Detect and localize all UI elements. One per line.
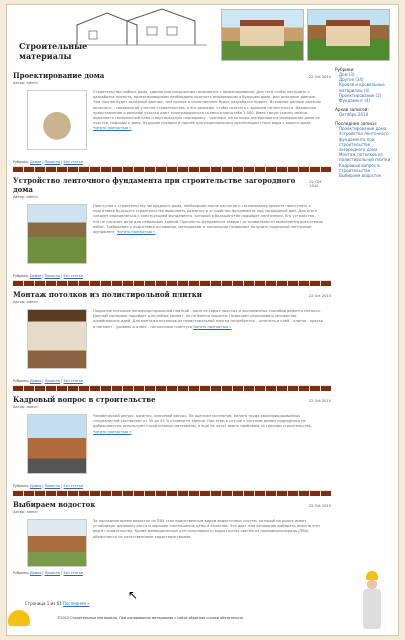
archive-heading: Архив записей: [335, 107, 369, 113]
post-thumbnail[interactable] [27, 204, 87, 264]
rubric-item[interactable]: Проектирование (2) [339, 92, 382, 98]
post-thumbnail[interactable] [27, 519, 87, 567]
pager-last-link[interactable]: Последняя » [62, 601, 90, 606]
brick-divider [13, 280, 331, 286]
post-excerpt [93, 204, 323, 235]
rubric-item[interactable]: Фундамент (4) [339, 98, 371, 104]
category-link[interactable]: Проекты [44, 484, 61, 488]
post-excerpt [93, 414, 323, 435]
post-date: 22 Oct 2010 [309, 180, 322, 188]
category-link[interactable]: Проекты [44, 160, 61, 164]
excerpt-text: Приступая к строительству загородного дома, необходимо после расчетов и согласования проекта приступить к подготовке будущего строительства выполнить разметку и устройство фундамента под загородный дом. Для этого следует определиться с конструкцией фундамента, который в большинстве подойдет ленточного. Его устройство - это не сложное дело для небольших зданий. Прочность фундамента зависит от правильности выполнения всех этапов работ. Требования к подготовке основания, материалам и технологии позволяют получить надежный ленточный фундамент. [93, 204, 323, 235]
post-categories: Рубрики: Домов | Проекты | Без статьи [13, 274, 83, 278]
recent-list [339, 126, 397, 178]
post-author: Автор: admin [13, 300, 38, 304]
rubric-item[interactable]: Кровля и кровельные материалы (4) [339, 82, 385, 93]
post-title[interactable]: Выбираем водосток [13, 500, 96, 509]
categories-label: Рубрики: [13, 274, 29, 278]
rubrics-list [339, 72, 397, 103]
sidebar [335, 63, 397, 178]
read-more-link[interactable]: Читать полностью » [193, 324, 232, 329]
brick-divider [13, 490, 331, 496]
footer-copyright: ©2010 Строительные материалы. При копировании материалов с сайта обратная ссылка обязательна. [57, 616, 244, 620]
post [13, 71, 331, 172]
category-link[interactable]: Проекты [44, 274, 61, 278]
rubrics-heading: Рубрики: [335, 67, 355, 72]
post [13, 395, 331, 496]
rubric-item[interactable]: Дом (3) [339, 72, 355, 77]
site-title[interactable]: Строительные материалы [19, 41, 88, 61]
categories-label: Рубрики: [13, 379, 29, 383]
read-more-link[interactable]: Читать полностью » [93, 126, 132, 131]
post [13, 176, 331, 286]
header-photo-house [221, 9, 304, 61]
recent-item[interactable]: Устройство ленточного фундамента при строительстве загородного дома [339, 131, 389, 153]
archive-link[interactable]: Октябрь 2010 [339, 112, 369, 118]
post-categories: Рубрики: Домов | Проекты | Без статьи [13, 160, 83, 164]
recent-item[interactable]: Монтаж потолков из полистирольной плитки [339, 152, 391, 163]
post-author: Автор: admin [13, 195, 38, 199]
category-link[interactable]: Проекты [44, 379, 61, 383]
post-title[interactable]: Устройство ленточного фундамента при строительстве загородного дома [13, 176, 296, 194]
post-date: 22 Oct 2010 [308, 294, 331, 298]
pager-text: Страница 1 из 61 [25, 601, 62, 606]
recent-heading: Последние записи: [335, 121, 378, 127]
post-thumbnail[interactable] [27, 309, 87, 369]
categories-label: Рубрики: [13, 160, 29, 164]
excerpt-text: За последние время водосток из ПВХ стал единственным видом водосточных систем, который на рынке имеет устойчивую динамику роста и хорошее соотношение цены и качества. Это дает нам основания выбирать именно этот вид в строительстве. Кроме демократичных цен популярность водосточных систем из поливинилхлорида (ПВХ) объясняется их качественными характеристиками. [93, 519, 321, 539]
category-link[interactable]: Домов [29, 484, 42, 488]
categories-label: Рубрики: [13, 484, 29, 488]
pagination [25, 601, 90, 606]
post-categories: Рубрики: Домов | Проекты | Без статьи [13, 571, 83, 575]
brick-divider [13, 166, 331, 172]
post-excerpt [93, 519, 323, 540]
excerpt-text: Строительство любого дома, здания или сооружения начинается с проектирования. Для того чтобы построить к разработке проекта, проектировщикам необходимо получить информацию о будущем доме, или исходные данные. Чем полнее будет исходные данные, тем полнее и качественнее будет разработан проект. Исходные данные должны включать: - сведения об участке строительства, о его рельефе, чтобы сочетать с зданием на местности. Идеальное представление о рельефе участка дает топографическая съемка в масштабе 1:500. Имея такую съемку можно выполнить генеральный план и вертикальную планировку - чертежи, на которых определяются размещение дома на участке, подходы к дому, будущие посадки и прочее для рационального организации стока воды с вашего дома. [93, 90, 321, 126]
excerpt-text: Человеческий ресурс, конечно, ключевой ресурс. По оценкам экспертов, оплата труда квалифицированных специалистов составляет от 30 до 45 % стоимости здания. При этом в случае с частным домом подрядчики не добросовестно используют строительные материалы, а ещё не хотят иметь проблемы со сроками строительства. [93, 414, 312, 429]
excerpt-text: Покрытие потолков пенополистирольной плиткой - один из самых простых и экономичных способов ремонта потолка. Данный материал подойдет для любых комнат, он не боится сырости. Позволяет реализовать множество дизайнерских идей. Для монтажа потолков из полистирольной плитки потребуется: - шпатель и клей - плитка - краска и пигмент - уровень и отвес - потолочные плинтуса [93, 309, 323, 329]
read-more-link[interactable]: Читать полностью » [93, 429, 132, 434]
categories-label: Рубрики: [13, 571, 29, 575]
post-author: Автор: admin [13, 81, 38, 85]
post-thumbnail[interactable] [27, 90, 87, 150]
category-link[interactable]: Без статьи [63, 160, 83, 164]
post-title[interactable]: Кадровый вопрос в строительстве [13, 395, 156, 404]
post-title[interactable]: Монтаж потолков из полистирольной плитки [13, 290, 202, 299]
category-link[interactable]: Без статьи [63, 379, 83, 383]
recent-item[interactable]: Выбираем водосток [339, 173, 382, 179]
post-categories: Рубрики: Домов | Проекты | Без статьи [13, 484, 83, 488]
brick-divider [13, 385, 331, 391]
post-author: Автор: admin [13, 405, 38, 409]
post-date: 22 Oct 2010 [308, 399, 331, 403]
category-link[interactable]: Домов [29, 379, 42, 383]
category-link[interactable]: Домов [29, 274, 42, 278]
recent-item[interactable]: Проектирование дома [339, 126, 387, 132]
main-content [13, 71, 331, 579]
rubric-item[interactable]: Другое (34) [339, 77, 364, 83]
post-excerpt [93, 309, 323, 330]
post-date: 22 Oct 2010 [308, 75, 331, 79]
worker-illustration [359, 571, 385, 629]
page [6, 4, 399, 636]
read-more-link[interactable]: Читать полностью » [116, 230, 156, 235]
header [7, 5, 399, 69]
post-date: 22 Oct 2010 [308, 504, 331, 508]
recent-item[interactable]: Кадровый вопрос в строительстве [339, 162, 380, 173]
hard-hat-icon [8, 610, 30, 626]
post-thumbnail[interactable] [27, 414, 87, 474]
category-link[interactable]: Без статьи [63, 484, 83, 488]
post-title[interactable]: Проектирование дома [13, 71, 105, 80]
category-link[interactable]: Домов [29, 571, 42, 575]
category-link[interactable]: Проекты [44, 571, 61, 575]
mouse-cursor-icon: ↖ [128, 588, 139, 602]
post [13, 500, 331, 575]
post [13, 290, 331, 391]
post-categories: Рубрики: Домов | Проекты | Без статьи [13, 379, 83, 383]
category-link[interactable]: Домов [29, 160, 42, 164]
category-link[interactable]: Без статьи [63, 571, 83, 575]
post-excerpt [93, 90, 323, 132]
category-link[interactable]: Без статьи [63, 274, 83, 278]
header-photo-cottage [307, 9, 390, 61]
post-author: Автор: admin [13, 510, 38, 514]
